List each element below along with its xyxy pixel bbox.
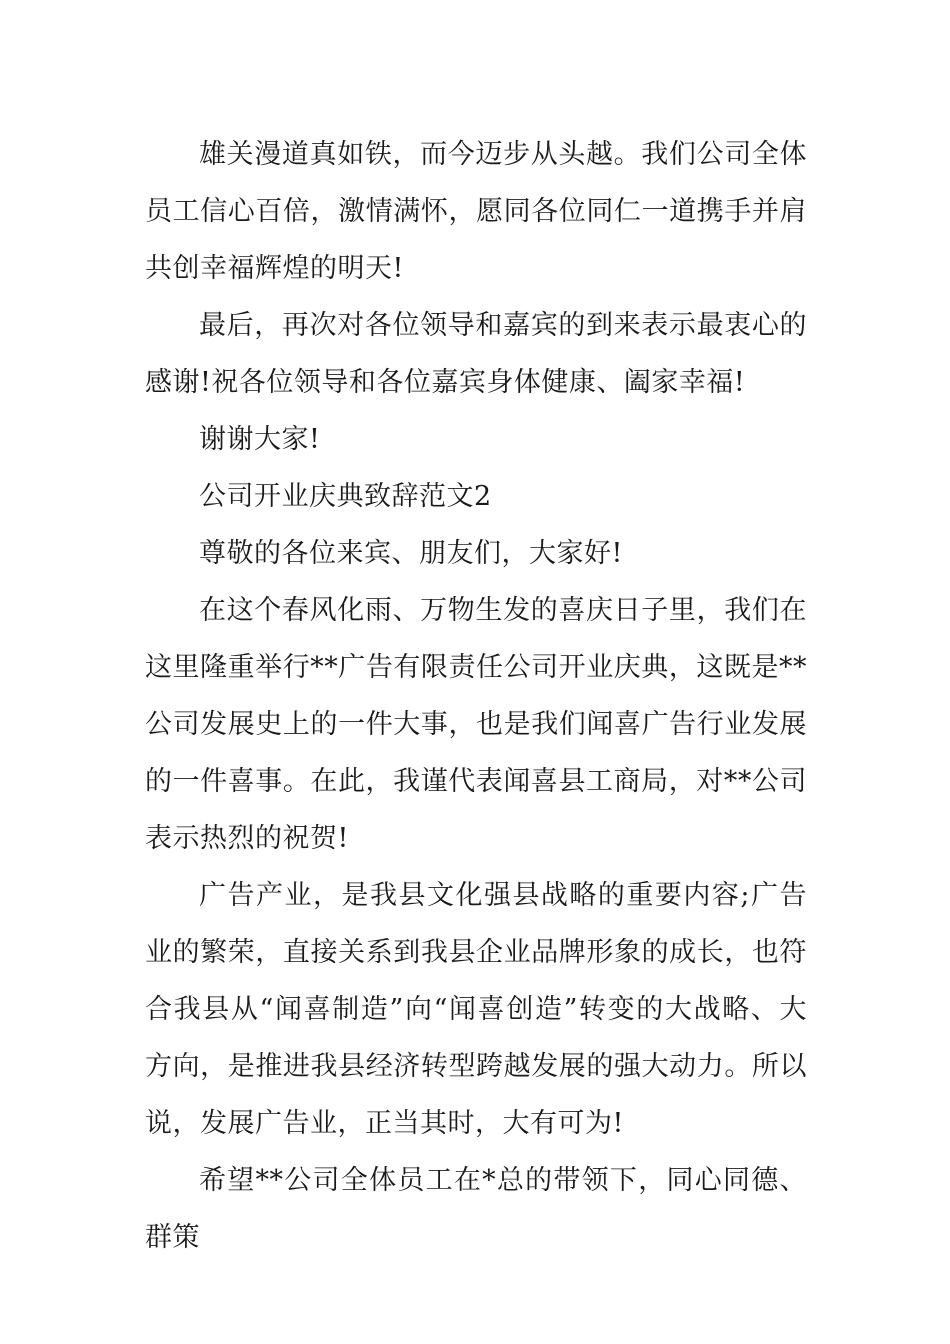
paragraph-closing-vision: 雄关漫道真如铁，而今迈步从头越。我们公司全体员工信心百倍，激情满怀，愿同各位同仁一道携手并肩共创幸福辉煌的明天! [145, 139, 807, 284]
paragraph-opening: 在这个春风化雨、万物生发的喜庆日子里，我们在这里隆重举行**广告有限责任公司开业庆典，这既是**公司发展史上的一件大事，也是我们闻喜广告行业发展的一件喜事。在此，我谨代表闻喜县工商局，对**公司表示热烈的祝贺! [145, 595, 807, 854]
paragraph-hope: 希望**公司全体员工在*总的带领下，同心同德、群策 [145, 1165, 807, 1253]
document-body [145, 126, 807, 1266]
paragraph-industry: 广告产业，是我县文化强县战略的重要内容;广告业的繁荣，直接关系到我县企业品牌形象的成长，也符合我县从“闻喜制造”向“闻喜创造”转变的大战略、大方向，是推进我县经济转型跨越发展的强大动力。所以说，发展广告业，正当其时，大有可为! [145, 880, 807, 1139]
paragraph-thank-you: 谢谢大家! [199, 424, 321, 455]
paragraph-final-thanks: 最后，再次对各位领导和嘉宾的到来表示最衷心的感谢!祝各位领导和各位嘉宾身体健康、阖家幸福! [145, 310, 807, 398]
paragraph-greeting: 尊敬的各位来宾、朋友们，大家好! [199, 538, 623, 569]
section-heading: 公司开业庆典致辞范文2 [199, 481, 492, 512]
